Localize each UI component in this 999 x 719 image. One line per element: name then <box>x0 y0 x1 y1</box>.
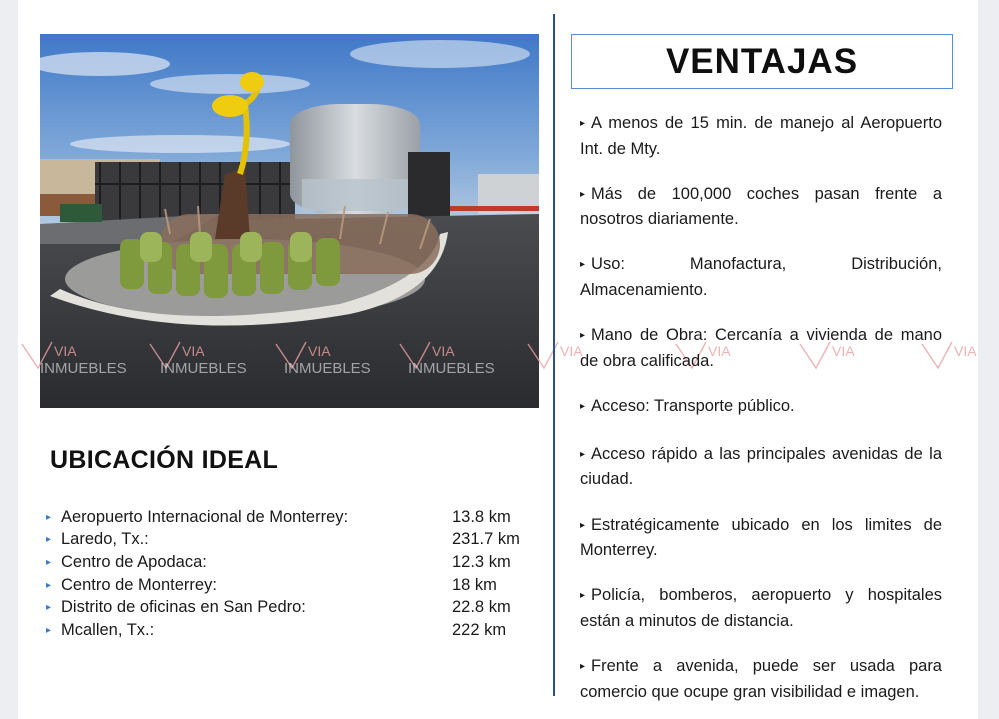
watermark-logo-text: VIA <box>560 343 583 359</box>
location-name: Laredo, Tx.: <box>61 530 149 549</box>
advantage-item <box>580 253 942 301</box>
bullet-icon: ▸ <box>580 330 586 342</box>
watermark-logo-text: VIA <box>54 343 77 359</box>
location-distance: 231.7 km <box>452 530 520 549</box>
watermark-logo-text: VIA <box>954 343 977 359</box>
location-row <box>46 574 546 597</box>
location-row <box>46 506 546 529</box>
advantage-item <box>580 584 942 632</box>
bullet-icon: ▸ <box>580 590 586 602</box>
advantage-text: Policía, bomberos, aeropuerto y hospitales están a minutos de distancia. <box>580 586 942 630</box>
watermark-logo-text: VIA <box>708 343 731 359</box>
advantage-item <box>580 443 942 491</box>
watermark-brand-text: INMUEBLES <box>408 360 495 377</box>
watermark-brand-text: INMUEBLES <box>160 360 247 377</box>
advantage-text: Uso: Manofactura, Distribución, Almacenamiento. <box>580 255 942 299</box>
watermark-brand-text: INMUEBLES <box>284 360 371 377</box>
watermark-logo-text: VIA <box>432 343 455 359</box>
bullet-icon: ▸ <box>580 259 586 271</box>
location-name: Aeropuerto Internacional de Monterrey: <box>61 507 349 526</box>
advantage-item <box>580 655 942 703</box>
advantage-text: Acceso rápido a las principales avenidas de la ciudad. <box>580 444 942 489</box>
advantage-text: A menos de 15 min. de manejo al Aeropuerto Int. de Mty. <box>580 114 942 158</box>
ventajas-title: VENTAJAS <box>665 41 859 81</box>
watermark-logo-text: VIA <box>182 343 205 359</box>
bullet-icon: ▸ <box>46 624 52 636</box>
location-distance: 12.3 km <box>452 552 511 571</box>
bullet-icon: ▸ <box>580 660 586 672</box>
location-row <box>46 529 546 552</box>
advantage-item <box>580 112 942 160</box>
location-row <box>46 596 546 619</box>
location-name: Centro de Apodaca: <box>61 552 207 571</box>
location-distance: 222 km <box>452 620 507 639</box>
advantage-item <box>580 324 942 372</box>
advantage-item <box>580 183 942 231</box>
advantage-item <box>580 395 942 421</box>
advantage-text: Mano de Obra: Cercanía a vivienda de mano de obra calificada. <box>580 326 942 370</box>
location-distance: 18 km <box>452 575 497 594</box>
bullet-icon: ▸ <box>580 400 586 412</box>
property-photo-illustration <box>40 34 539 408</box>
watermark-brand-text: INMUEBLES <box>40 360 127 377</box>
watermark-logo-text: VIA <box>832 343 855 359</box>
advantage-text: Frente a avenida, puede ser usada para comercio que ocupe gran visibilidad e imagen. <box>580 656 942 701</box>
location-name: Distrito de oficinas en San Pedro: <box>61 598 306 617</box>
bullet-icon: ▸ <box>580 519 586 531</box>
location-distance: 13.8 km <box>452 507 511 526</box>
ubicacion-title: UBICACIÓN IDEAL <box>50 446 279 474</box>
bullet-icon: ▸ <box>46 534 52 546</box>
ventajas-header-box <box>571 34 953 89</box>
location-row <box>46 551 546 574</box>
bullet-icon: ▸ <box>46 579 52 591</box>
location-row <box>46 619 546 642</box>
column-divider <box>553 14 555 696</box>
location-name: Mcallen, Tx.: <box>61 620 155 639</box>
bullet-icon: ▸ <box>580 448 586 460</box>
bullet-icon: ▸ <box>46 511 52 523</box>
location-distance: 22.8 km <box>452 598 511 617</box>
advantage-text: Estratégicamente ubicado en los limites de Monterrey. <box>580 515 942 560</box>
property-photo <box>40 34 539 408</box>
advantage-text: Acceso: Transporte público. <box>591 396 795 415</box>
bullet-icon: ▸ <box>46 602 52 614</box>
bullet-icon: ▸ <box>580 188 586 200</box>
watermark-logo-text: VIA <box>308 343 331 359</box>
location-name: Centro de Monterrey: <box>61 575 217 594</box>
location-distance-list <box>46 506 546 642</box>
advantage-text: Más de 100,000 coches pasan frente a nosotros diariamente. <box>580 184 942 229</box>
bullet-icon: ▸ <box>46 556 52 568</box>
advantage-item <box>580 514 942 562</box>
bullet-icon: ▸ <box>580 118 586 129</box>
advantages-list <box>580 112 942 719</box>
